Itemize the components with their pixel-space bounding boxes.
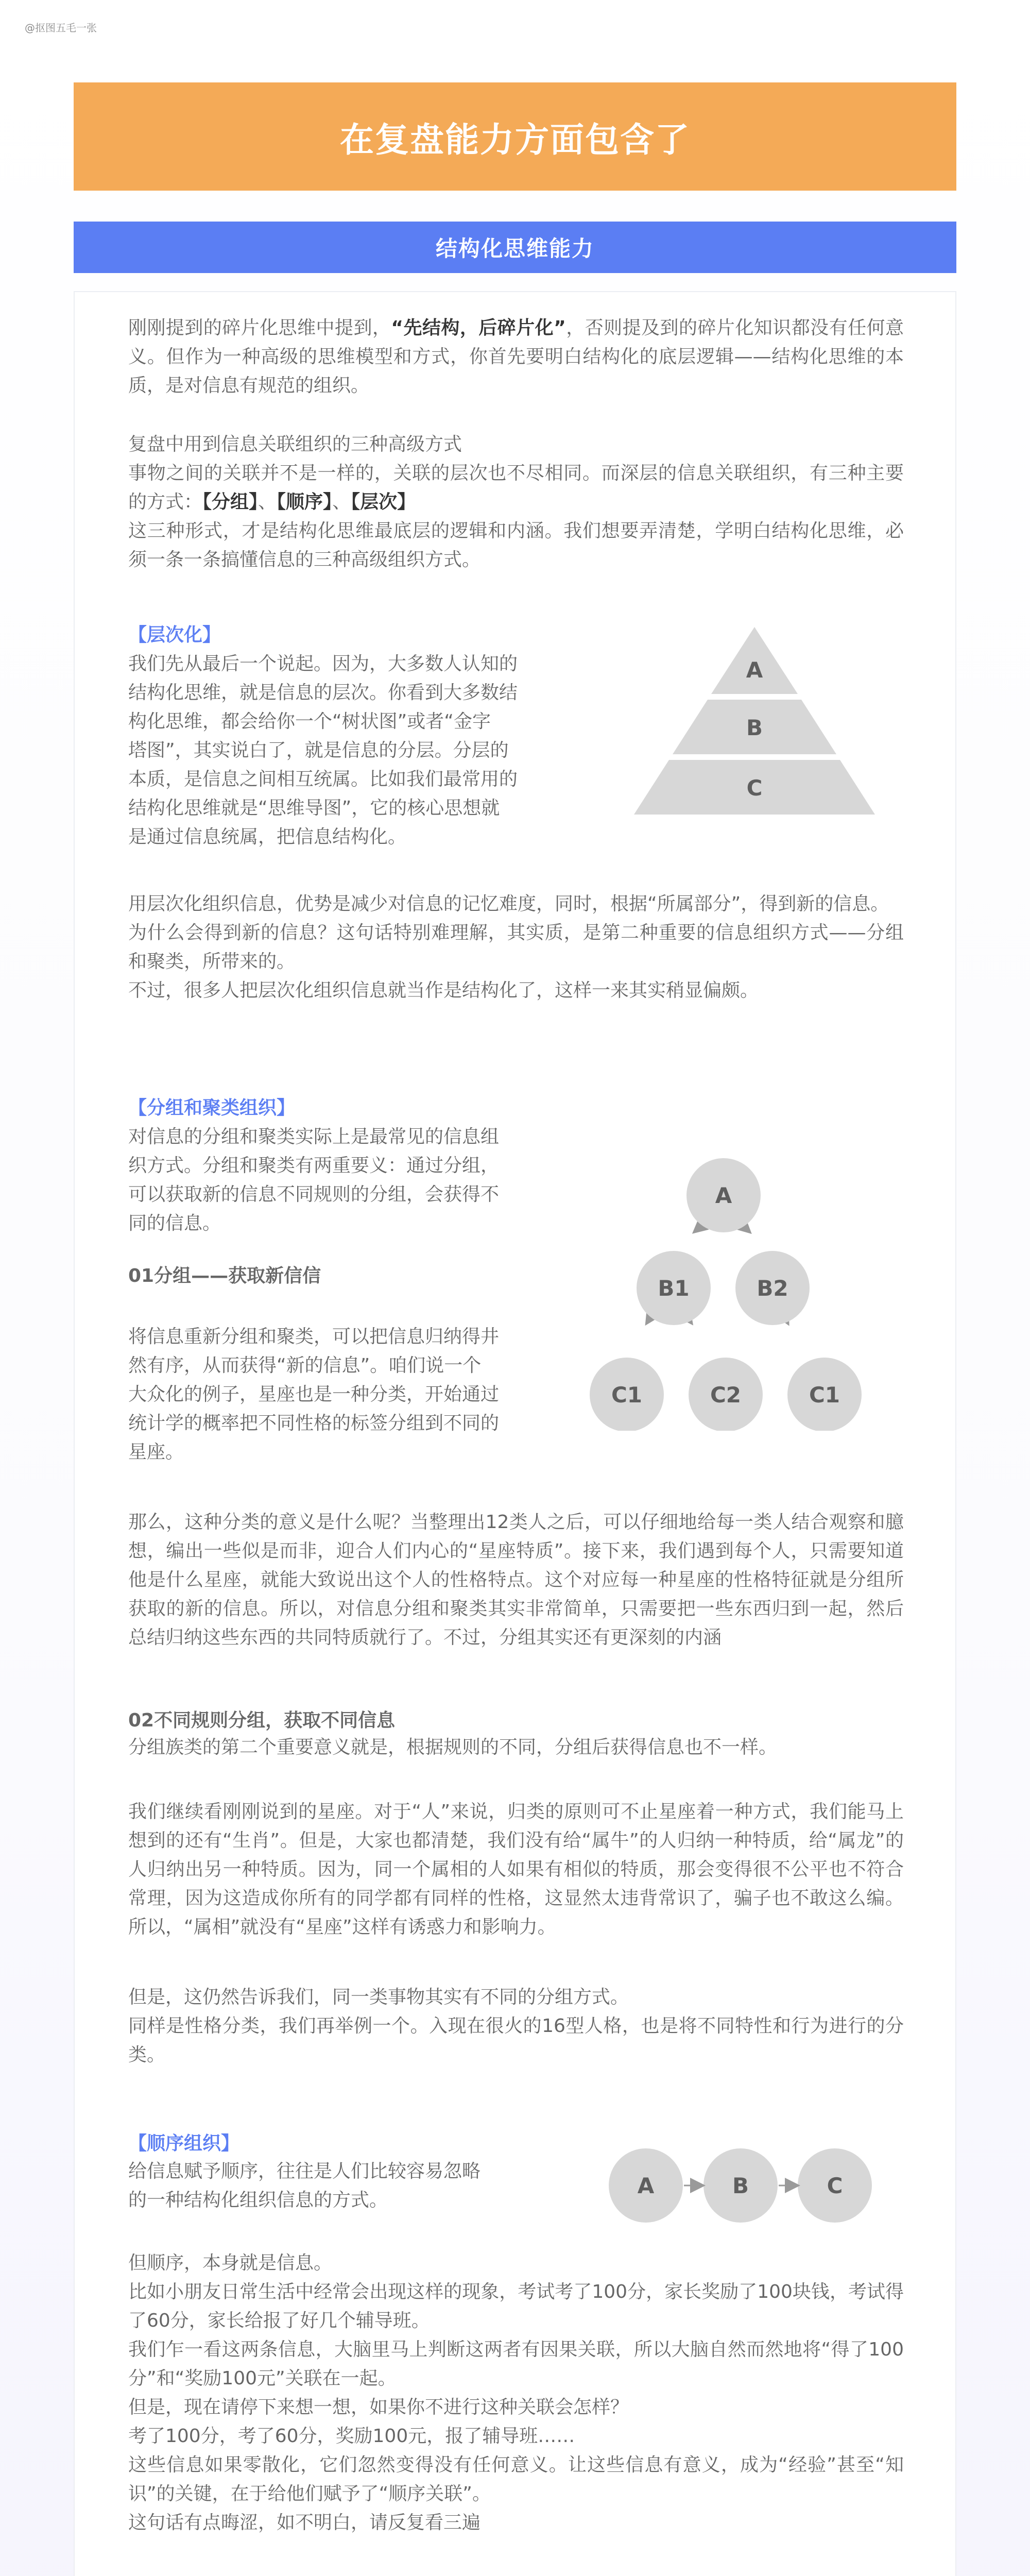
hierarchy-after-text bbox=[128, 890, 904, 1005]
pyramid-label-c: C bbox=[746, 775, 763, 801]
intro-text: 事物之间的关联并不是一样的，关联的层次也不尽相同。而深层的信息关联组织，有三种主要的方式： bbox=[128, 463, 904, 513]
separator: 、 bbox=[258, 492, 277, 513]
intro-subtitle: 复盘中用到信息关联组织的三种高级方式 bbox=[128, 434, 462, 455]
pyramid-label-b: B bbox=[746, 715, 763, 740]
intro-text: 刚刚提到的碎片化思维中提到， bbox=[128, 317, 391, 338]
hierarchy-line: 结构化思维，就是信息的层次。你看到大多数结 bbox=[128, 682, 518, 703]
chain-label-a: A bbox=[637, 2173, 655, 2198]
section-title: 结构化思维能力 bbox=[435, 236, 594, 261]
separator: 、 bbox=[332, 492, 351, 513]
hierarchy-tag: 【层次化】 bbox=[128, 624, 221, 646]
hierarchy-text bbox=[128, 650, 581, 852]
grouping-line: 统计学的概率把不同性格的标签分组到不同的 bbox=[128, 1413, 500, 1434]
sequence-paragraph bbox=[128, 2249, 904, 2537]
sequence-paragraph-line: 但是，现在请停下来想一想，如果你不进行这种关联会怎样？ bbox=[128, 2397, 629, 2418]
grouping-subheading-1: 01分组——获取新信信 bbox=[128, 1265, 321, 1286]
hierarchy-after-line: 不过，很多人把层次化组织信息就当作是结构化了，这样一来其实稍显偏颇。 bbox=[128, 980, 759, 1001]
tree-label-c1b: C1 bbox=[809, 1382, 840, 1408]
grouping-line: 可以获取新的信息不同规则的分组，会获得不 bbox=[128, 1184, 500, 1205]
sequence-paragraph-line: 这句话有点晦涩，如不明白，请反复看三遍 bbox=[128, 2512, 481, 2533]
grouping-zodiac-paragraph: 我们继续看刚刚说到的星座。对于“人”来说，归类的原则可不止星座着一种方式，我们能马上想到的还有“生肖”。但是，大家也都清楚，我们没有给“属牛”的人归纳一种特质，给“属龙”的人归纳出另一种特质。因为，同一个属相的人如果有相似的特质，那会变得很不公平也不符合常理，因为这造成你所有的同学都有同样的性格，这显然太违背常识了，骗子也不敢这么编。所以，“属相”就没有“星座”这样有诱惑力和影响力。 bbox=[128, 1801, 904, 1938]
sequence-text bbox=[128, 2157, 592, 2215]
intro-text: ，否则提及到的碎片化知识都没有任何意义。但作为一种高级的思维模型和方式，你首先要明白结构化的底层逻辑——结构化思维的本质，是对信息有规范的组织。 bbox=[128, 317, 904, 396]
keyword-hierarchy: 【层次】 bbox=[351, 492, 416, 513]
grouping-subheading-2: 02不同规则分组，获取不同信息 bbox=[128, 1710, 396, 1731]
content-card bbox=[74, 291, 956, 2576]
tree-label-c2: C2 bbox=[710, 1382, 742, 1408]
sequence-line: 给信息赋予顺序，往往是人们比较容易忽略 bbox=[128, 2161, 481, 2182]
hierarchy-line: 结构化思维就是“思维导图”，它的核心思想就 bbox=[128, 798, 500, 819]
grouping-text bbox=[128, 1123, 561, 1238]
pyramid-diagram bbox=[626, 627, 883, 859]
grouping-line: 星座。 bbox=[128, 1442, 184, 1463]
grouping-line: 大众化的例子，星座也是一种分类，开始通过 bbox=[128, 1384, 500, 1405]
intro-text: 这三种形式，才是结构化思维最底层的逻辑和内涵。我们想要弄清楚，学明白结构化思维，必须一条一条搞懂信息的三种高级组织方式。 bbox=[128, 520, 904, 570]
sequence-paragraph-line: 这些信息如果零散化，它们忽然变得没有任何意义。让这些信息有意义，成为“经验”甚至“知识”的关键，在于给他们赋予了“顺序关联”。 bbox=[128, 2454, 904, 2504]
grouping-rule-line: 分组族类的第二个重要意义就是，根据规则的不同，分组后获得信息也不一样。 bbox=[128, 1737, 778, 1758]
watermark: @抠图五毛一张 bbox=[25, 22, 97, 34]
grouping-line: 织方式。分组和聚类有两重要义：通过分组， bbox=[128, 1155, 500, 1176]
grouping-tag: 【分组和聚类组织】 bbox=[128, 1097, 296, 1118]
grouping-text-2 bbox=[128, 1323, 561, 1467]
hierarchy-line: 塔图”，其实说白了，就是信息的分层。分层的 bbox=[128, 740, 509, 761]
tree-label-b1: B1 bbox=[658, 1276, 690, 1301]
intro-emphasis: “先结构，后碎片化” bbox=[391, 317, 566, 338]
tree-label-root: A bbox=[715, 1183, 732, 1208]
hierarchy-after-line: 为什么会得到新的信息？这句话特别难理解，其实质，是第二种重要的信息组织方式——分组和聚类，所带来的。 bbox=[128, 922, 904, 972]
grouping-line: 同的信息。 bbox=[128, 1213, 221, 1234]
tree-label-b2: B2 bbox=[757, 1276, 788, 1301]
sequence-chain-diagram bbox=[607, 2147, 885, 2224]
sequence-paragraph-line: 我们乍一看这两条信息，大脑里马上判断这两者有因果关联，所以大脑自然而然地将“得了100分”和“奖励100元”关联在一起。 bbox=[128, 2339, 904, 2389]
title-banner bbox=[74, 82, 956, 191]
tree-label-c1: C1 bbox=[611, 1382, 643, 1408]
sequence-paragraph-line: 比如小朋友日常生活中经常会出现这样的现象，考试考了100分，家长奖励了100块钱，考试得了60分，家长给报了好几个辅导班。 bbox=[128, 2281, 904, 2331]
page-title: 在复盘能力方面包含了 bbox=[340, 120, 690, 160]
hierarchy-line: 构化思维，都会给你一个“树状图”或者“金字 bbox=[128, 711, 491, 732]
grouping-line: 对信息的分组和聚类实际上是最常见的信息组 bbox=[128, 1126, 500, 1147]
sequence-paragraph-line: 但顺序，本身就是信息。 bbox=[128, 2252, 333, 2274]
hierarchy-line: 是通过信息统属，把信息结构化。 bbox=[128, 826, 407, 848]
grouping-meaning-paragraph: 那么，这种分类的意义是什么呢？当整理出12类人之后，可以仔细地给每一类人结合观察和臆想，编出一些似是而非，迎合人们内心的“星座特质”。接下来，我们遇到每个人，只需要知道他是什么星座，就能大致说出这个人的性格特点。这个对应每一种星座的性格特征就是分组所获取的新的信息。所以，对信息分组和聚类其实非常简单，只需要把一些东西归到一起，然后总结归纳这些东西的共同特质就行了。不过，分组其实还有更深刻的内涵 bbox=[128, 1512, 904, 1648]
hierarchy-line: 我们先从最后一个说起。因为，大多数人认知的 bbox=[128, 653, 518, 674]
intro-paragraph-1 bbox=[128, 314, 904, 400]
grouping-line: 将信息重新分组和聚类，可以把信息归纳得井 bbox=[128, 1326, 500, 1347]
keyword-grouping: 【分组】 bbox=[202, 492, 259, 513]
intro-paragraph-2 bbox=[128, 430, 904, 574]
hierarchy-line: 本质，是信息之间相互统属。比如我们最常用的 bbox=[128, 769, 518, 790]
grouping-end-line: 但是，这仍然告诉我们，同一类事物其实有不同的分组方式。 bbox=[128, 1987, 629, 2008]
pyramid-label-a: A bbox=[746, 657, 763, 683]
grouping-end-line: 同样是性格分类，我们再举例一个。入现在很火的16型人格，也是将不同特性和行为进行的分类。 bbox=[128, 2015, 904, 2065]
keyword-sequence: 【顺序】 bbox=[277, 492, 333, 513]
sequence-tag: 【顺序组织】 bbox=[128, 2133, 240, 2154]
sequence-paragraph-line: 考了100分，考了60分，奖励100元，报了辅导班…… bbox=[128, 2426, 575, 2447]
chain-label-c: C bbox=[827, 2173, 843, 2198]
chain-label-b: B bbox=[732, 2173, 749, 2198]
grouping-tree-diagram bbox=[590, 1158, 888, 1431]
section-banner bbox=[74, 222, 956, 273]
grouping-line: 然有序，从而获得“新的信息”。咱们说一个 bbox=[128, 1355, 482, 1376]
hierarchy-after-line: 用层次化组织信息，优势是减少对信息的记忆难度，同时，根据“所属部分”，得到新的信息。 bbox=[128, 893, 889, 914]
sequence-line: 的一种结构化组织信息的方式。 bbox=[128, 2190, 388, 2211]
grouping-end-paragraph bbox=[128, 1983, 904, 2070]
